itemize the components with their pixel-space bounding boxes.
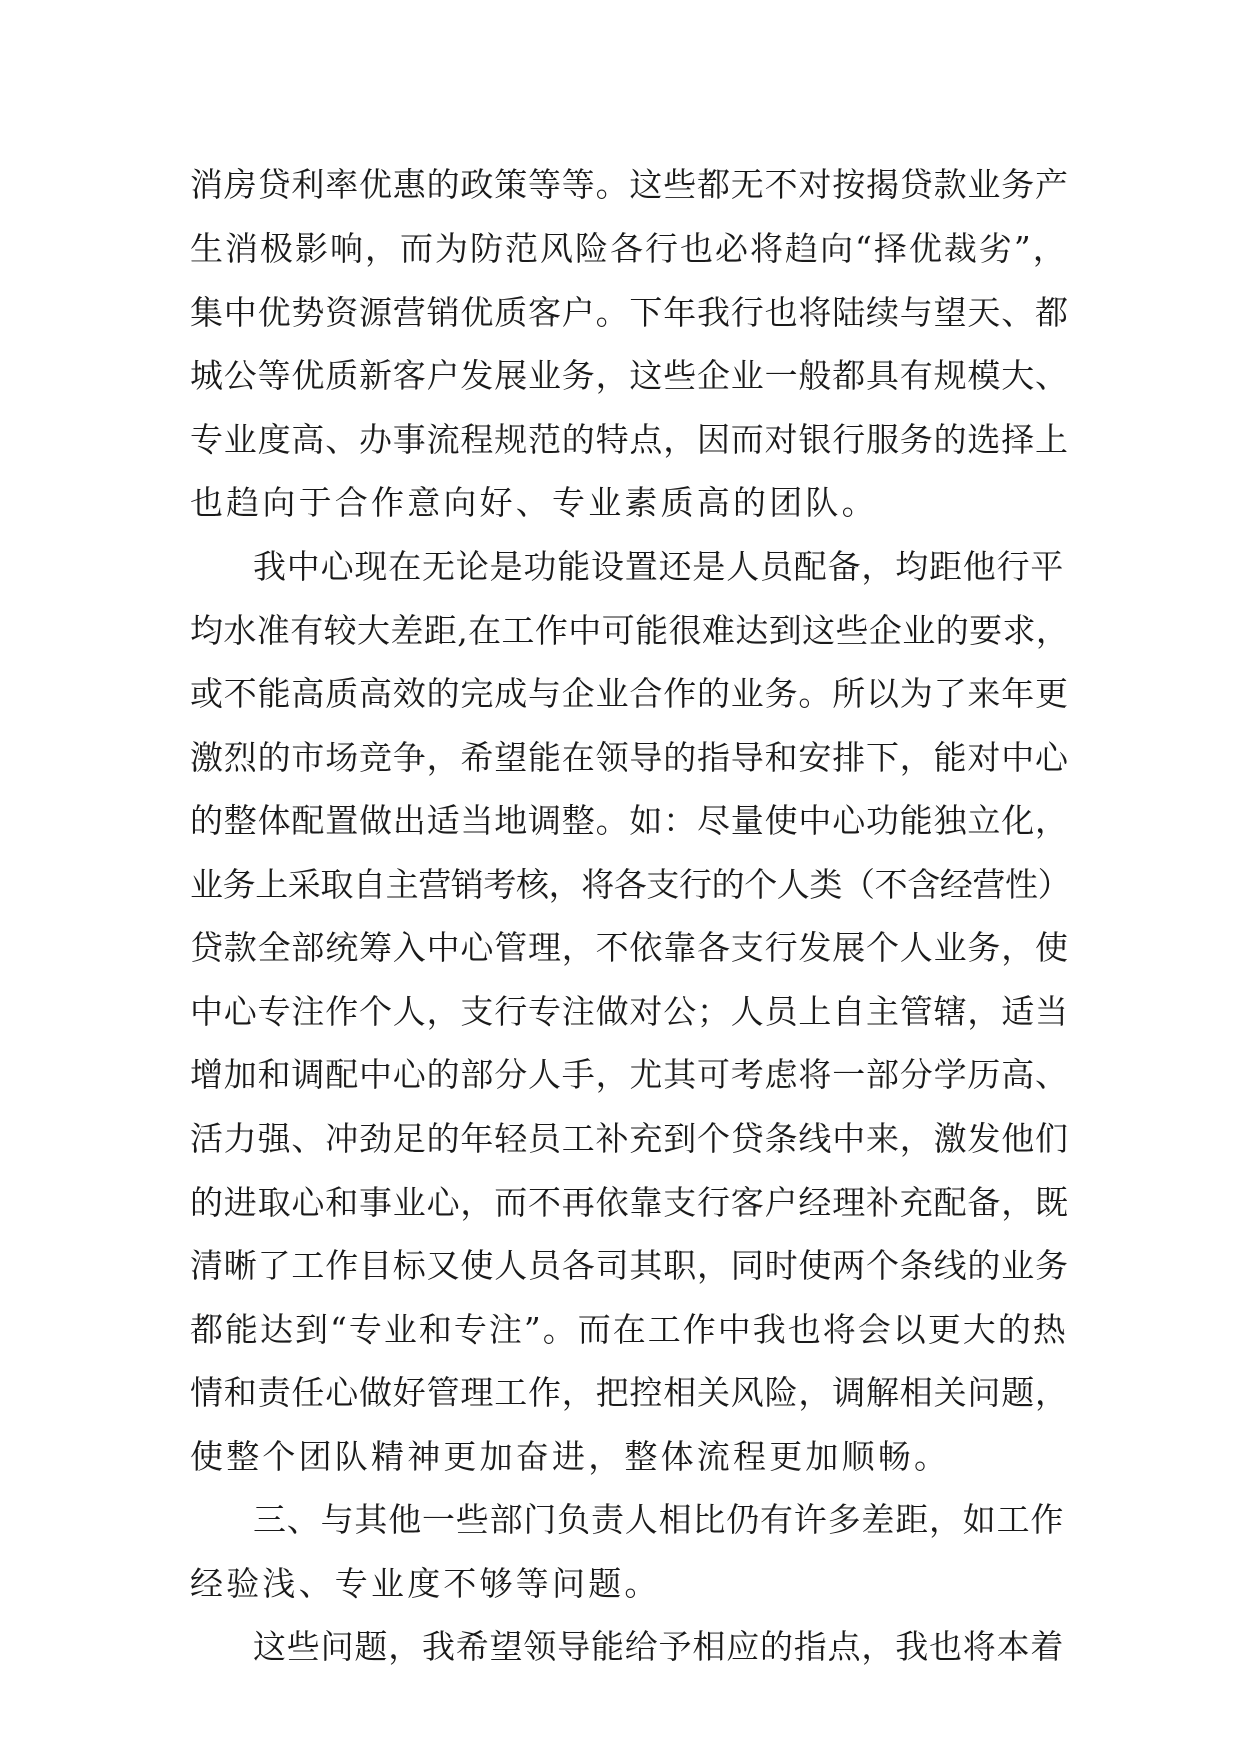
text-line: 激烈的市场竞争，希望能在领导的指导和安排下，能对中心 xyxy=(190,738,1069,777)
text-line: 集中优势资源营销优质客户。下年我行也将陆续与望天、都 xyxy=(190,293,1069,332)
text-line: 业务上采取自主营销考核，将各支行的个人类（不含经营性） xyxy=(190,865,1071,904)
text-line: 专业度高、办事流程规范的特点，因而对银行服务的选择上 xyxy=(190,420,1069,459)
text-line: 城公等优质新客户发展业务，这些企业一般都具有规模大、 xyxy=(190,356,1069,395)
text-line: 都能达到“专业和专注”。而在工作中我也将会以更大的热 xyxy=(190,1310,1068,1349)
text-line: 中心专注作个人，支行专注做对公；人员上自主管辖，适当 xyxy=(190,992,1069,1031)
text-line: 三、与其他一些部门负责人相比仍有许多差距，如工作 xyxy=(253,1500,1065,1539)
text-line: 生消极影响，而为防范风险各行也必将趋向“择优裁劣”， xyxy=(190,229,1068,268)
text-line: 或不能高质高效的完成与企业合作的业务。所以为了来年更 xyxy=(190,674,1069,713)
text-line: 的整体配置做出适当地调整。如：尽量使中心功能独立化， xyxy=(190,801,1069,840)
text-line: 也趋向于合作意向好、专业素质高的团队。 xyxy=(190,483,878,522)
text-line: 这些问题，我希望领导能给予相应的指点，我也将本着 xyxy=(253,1627,1065,1666)
text-line: 经验浅、专业度不够等问题。 xyxy=(190,1564,661,1603)
text-line: 清晰了工作目标又使人员各司其职，同时使两个条线的业务 xyxy=(190,1246,1069,1285)
text-line: 使整个团队精神更加奋进，整体流程更加顺畅。 xyxy=(190,1437,951,1476)
text-line: 的进取心和事业心，而不再依靠支行客户经理补充配备，既 xyxy=(190,1183,1069,1222)
text-line: 我中心现在无论是功能设置还是人员配备，均距他行平 xyxy=(253,547,1065,586)
text-line: 贷款全部统筹入中心管理，不依靠各支行发展个人业务，使 xyxy=(190,928,1069,967)
text-line: 消房贷利率优惠的政策等等。这些都无不对按揭贷款业务产 xyxy=(190,165,1069,204)
text-line: 增加和调配中心的部分人手，尤其可考虑将一部分学历高、 xyxy=(190,1055,1069,1094)
text-line: 活力强、冲劲足的年轻员工补充到个贷条线中来，激发他们 xyxy=(190,1119,1069,1158)
text-line: 情和责任心做好管理工作，把控相关风险，调解相关问题， xyxy=(190,1373,1069,1412)
text-line: 均水准有较大差距,在工作中可能很难达到这些企业的要求， xyxy=(190,611,1070,650)
